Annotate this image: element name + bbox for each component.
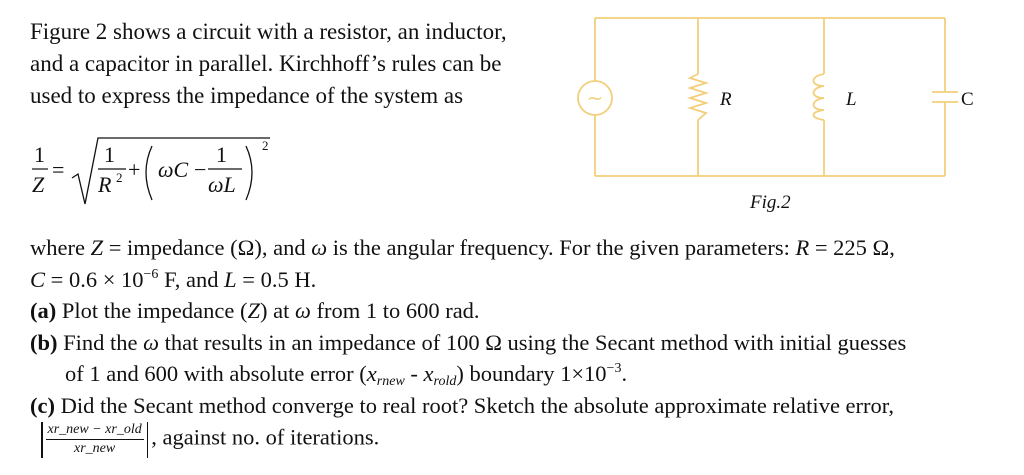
relative-error-fraction: $\frac{\text{xr\_new − xr\_old}}{\text{xr\_new}}$ bbox=[47, 422, 142, 456]
formula-plus: + bbox=[128, 157, 141, 182]
formula-lhs-Z: Z bbox=[32, 172, 45, 197]
label-R: R bbox=[720, 89, 732, 110]
intro-line-2: and a capacitor in parallel. Kirchhoff’s rules can be bbox=[30, 51, 502, 76]
circuit-figure bbox=[570, 14, 995, 214]
formula-frac-one: 1 bbox=[216, 142, 227, 167]
label-L: L bbox=[846, 89, 857, 110]
formula-lhs-one: 1 bbox=[34, 142, 45, 167]
intro-line-1: Figure 2 shows a circuit with a resistor, an inductor, bbox=[30, 19, 507, 44]
problem-statement bbox=[30, 232, 1010, 458]
part-b: (b) Find the ω that results in an impedance of 100 Ω using the Secant method with initial guesses bbox=[30, 329, 907, 355]
part-c-continued: $\frac{\text{xr\_new − xr\_old}}{\text{xr\_new}}$ , against no. of iterations. bbox=[30, 421, 1010, 458]
where-line: where Z = impedance (Ω), and ω is the angular frequency. For the given parameters: R = 225 Ω, bbox=[30, 235, 895, 260]
formula-minus: − bbox=[194, 157, 207, 182]
label-C: C bbox=[961, 89, 974, 110]
resistor bbox=[690, 74, 706, 120]
intro-paragraph bbox=[30, 16, 550, 112]
part-b-continued: of 1 and 600 with absolute error $(x_{rnew} - x_{rold})$ boundary $1\times 10^{-3}$. bbox=[65, 361, 628, 389]
formula-equals: = bbox=[52, 157, 65, 182]
ac-source-symbol: ~ bbox=[586, 86, 604, 110]
parameters-line: $C = 0.6 \times 10^{-6}$ F, and L = 0.5 H. bbox=[30, 266, 317, 292]
formula-R: R bbox=[98, 172, 112, 197]
formula-omega-C: ωC bbox=[158, 157, 189, 182]
inductor bbox=[814, 74, 825, 120]
capacitor bbox=[932, 92, 958, 102]
formula-R-squared: 2 bbox=[116, 170, 123, 185]
part-a: (a) Plot the impedance (Z) at ω from 1 to 600 rad. bbox=[30, 298, 480, 323]
part-c: (c) Did the Secant method converge to real root? Sketch the absolute approximate relative error, bbox=[30, 392, 894, 418]
intro-line-3: used to express the impedance of the system as bbox=[30, 83, 464, 108]
figure-caption: Fig.2 bbox=[750, 192, 791, 213]
impedance-formula bbox=[30, 132, 320, 212]
formula-omega-L: ωL bbox=[208, 172, 236, 197]
formula-outer-exponent: 2 bbox=[262, 138, 269, 153]
ac-source bbox=[578, 81, 612, 115]
circuit-wires bbox=[595, 18, 945, 176]
formula-inner-one: 1 bbox=[104, 142, 115, 167]
